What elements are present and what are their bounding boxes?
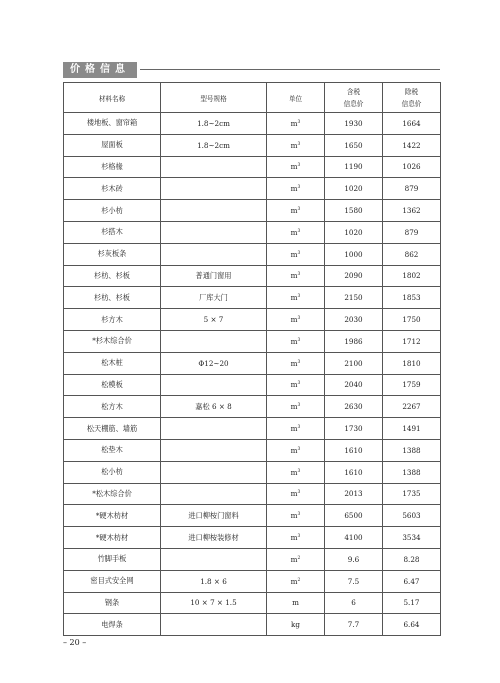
- cell-tax-included-price: 1650: [325, 134, 383, 156]
- cell-tax-included-price: 1610: [325, 461, 383, 483]
- table-row: [64, 287, 441, 309]
- table-row: [64, 200, 441, 222]
- page-number: – 20 –: [63, 638, 87, 647]
- cell-material-name: 杉搭木: [64, 221, 161, 243]
- cell-tax-included-price: 2630: [325, 396, 383, 418]
- table-row: [64, 134, 441, 156]
- cell-tax-excluded-price: 1026: [383, 156, 441, 178]
- cell-tax-included-price: 1730: [325, 418, 383, 440]
- cell-tax-excluded-price: 1422: [383, 134, 441, 156]
- cell-spec: [161, 439, 267, 461]
- header-tax-included: [325, 83, 383, 113]
- table-row: [64, 527, 441, 549]
- unit-exponent: 3: [297, 425, 301, 431]
- cell-tax-excluded-price: 3534: [383, 527, 441, 549]
- cell-spec: [161, 418, 267, 440]
- table-row: [64, 505, 441, 527]
- unit-text: m: [290, 489, 298, 499]
- cell-unit: [267, 330, 325, 352]
- unit-exponent: 3: [297, 294, 301, 300]
- unit-text: m: [290, 162, 298, 172]
- table-row: [64, 243, 441, 265]
- cell-tax-included-price: 1930: [325, 113, 383, 135]
- table-row: [64, 483, 441, 505]
- cell-material-name: 杉方木: [64, 309, 161, 331]
- cell-tax-included-price: 7.5: [325, 570, 383, 592]
- table-row: [64, 614, 441, 636]
- cell-spec: [161, 614, 267, 636]
- cell-spec: [161, 330, 267, 352]
- cell-material-name: *杉木综合价: [64, 330, 161, 352]
- cell-unit: [267, 614, 325, 636]
- cell-tax-included-price: 1986: [325, 330, 383, 352]
- cell-unit: [267, 418, 325, 440]
- header-tax-excluded: [383, 83, 441, 113]
- table-row: [64, 461, 441, 483]
- cell-material-name: 松天棚筋、墙筋: [64, 418, 161, 440]
- cell-spec: 1.8~2cm: [161, 134, 267, 156]
- unit-text: m: [290, 533, 298, 543]
- unit-exponent: 3: [297, 381, 301, 387]
- unit-exponent: 3: [297, 446, 301, 452]
- cell-tax-included-price: 2030: [325, 309, 383, 331]
- cell-tax-excluded-price: 1750: [383, 309, 441, 331]
- table-row: [64, 418, 441, 440]
- unit-text: kg: [291, 620, 300, 630]
- cell-unit: [267, 200, 325, 222]
- unit-text: m: [292, 598, 299, 608]
- cell-unit: [267, 178, 325, 200]
- cell-material-name: *硬木枋材: [64, 527, 161, 549]
- unit-text: m: [290, 184, 298, 194]
- cell-material-name: 屋面板: [64, 134, 161, 156]
- cell-material-name: *松木综合价: [64, 483, 161, 505]
- table-row: [64, 396, 441, 418]
- section-title: 价格信息: [63, 62, 137, 78]
- cell-tax-excluded-price: 862: [383, 243, 441, 265]
- unit-text: m: [290, 445, 298, 455]
- unit-text: m: [290, 315, 298, 325]
- cell-unit: [267, 134, 325, 156]
- cell-tax-included-price: 6: [325, 592, 383, 614]
- table-row: [64, 178, 441, 200]
- unit-text: m: [290, 249, 298, 259]
- cell-unit: [267, 527, 325, 549]
- cell-unit: [267, 461, 325, 483]
- unit-text: m: [290, 424, 298, 434]
- cell-material-name: 杉小枋: [64, 200, 161, 222]
- cell-tax-excluded-price: 8.28: [383, 548, 441, 570]
- price-table: [63, 82, 441, 636]
- unit-exponent: 3: [297, 512, 301, 518]
- cell-spec: 1.8 × 6: [161, 570, 267, 592]
- unit-exponent: 3: [297, 250, 301, 256]
- cell-material-name: 松模板: [64, 374, 161, 396]
- unit-text: m: [290, 227, 298, 237]
- unit-text: m: [290, 380, 298, 390]
- cell-spec: 1.8~2cm: [161, 113, 267, 135]
- cell-tax-included-price: 2150: [325, 287, 383, 309]
- table-row: [64, 570, 441, 592]
- cell-material-name: 杉格椽: [64, 156, 161, 178]
- cell-spec: 5 × 7: [161, 309, 267, 331]
- cell-spec: [161, 243, 267, 265]
- unit-exponent: 3: [297, 272, 301, 278]
- cell-tax-excluded-price: 5.17: [383, 592, 441, 614]
- unit-exponent: 3: [297, 468, 301, 474]
- cell-unit: [267, 309, 325, 331]
- unit-exponent: 3: [297, 403, 301, 409]
- cell-tax-included-price: 2013: [325, 483, 383, 505]
- cell-spec: [161, 156, 267, 178]
- cell-material-name: 楼地板、窗帘箱: [64, 113, 161, 135]
- table-row: [64, 548, 441, 570]
- cell-tax-excluded-price: 1388: [383, 461, 441, 483]
- cell-material-name: 杉灰板条: [64, 243, 161, 265]
- cell-spec: [161, 483, 267, 505]
- cell-spec: 10 × 7 × 1.5: [161, 592, 267, 614]
- unit-exponent: 3: [297, 490, 301, 496]
- cell-material-name: 松木桩: [64, 352, 161, 374]
- cell-tax-excluded-price: 1362: [383, 200, 441, 222]
- cell-unit: [267, 287, 325, 309]
- cell-tax-included-price: 1580: [325, 200, 383, 222]
- cell-tax-included-price: 6500: [325, 505, 383, 527]
- cell-spec: 嘉松 6 × 8: [161, 396, 267, 418]
- cell-unit: [267, 483, 325, 505]
- section-divider: [140, 69, 440, 70]
- cell-tax-excluded-price: 5603: [383, 505, 441, 527]
- cell-material-name: 杉枋、杉板: [64, 287, 161, 309]
- table-row: [64, 156, 441, 178]
- unit-exponent: 2: [297, 555, 301, 561]
- cell-tax-excluded-price: 1802: [383, 265, 441, 287]
- cell-material-name: 杉木砖: [64, 178, 161, 200]
- cell-spec: 普通门窗用: [161, 265, 267, 287]
- cell-tax-excluded-price: 1712: [383, 330, 441, 352]
- cell-spec: [161, 548, 267, 570]
- cell-material-name: *硬木枋材: [64, 505, 161, 527]
- unit-exponent: 3: [297, 207, 301, 213]
- unit-text: m: [290, 271, 298, 281]
- cell-tax-excluded-price: 1388: [383, 439, 441, 461]
- cell-material-name: 钢条: [64, 592, 161, 614]
- table-row: [64, 374, 441, 396]
- cell-tax-included-price: 1020: [325, 221, 383, 243]
- unit-text: m: [290, 511, 298, 521]
- cell-unit: [267, 396, 325, 418]
- unit-text: m: [290, 336, 298, 346]
- unit-text: m: [290, 554, 298, 564]
- cell-unit: [267, 113, 325, 135]
- cell-unit: [267, 265, 325, 287]
- cell-unit: [267, 221, 325, 243]
- cell-spec: [161, 221, 267, 243]
- unit-text: m: [290, 293, 298, 303]
- cell-spec: Φ12~20: [161, 352, 267, 374]
- cell-unit: [267, 570, 325, 592]
- cell-tax-excluded-price: 1853: [383, 287, 441, 309]
- cell-tax-excluded-price: 1759: [383, 374, 441, 396]
- cell-tax-excluded-price: 6.64: [383, 614, 441, 636]
- unit-text: m: [290, 402, 298, 412]
- table-header-row: [64, 83, 441, 113]
- cell-tax-excluded-price: 879: [383, 221, 441, 243]
- cell-spec: [161, 461, 267, 483]
- unit-text: m: [290, 140, 298, 150]
- table-row: [64, 113, 441, 135]
- cell-tax-excluded-price: 1810: [383, 352, 441, 374]
- cell-unit: [267, 439, 325, 461]
- header-unit: 单位: [267, 83, 325, 113]
- cell-tax-included-price: 2040: [325, 374, 383, 396]
- cell-tax-excluded-price: 1491: [383, 418, 441, 440]
- table-row: [64, 439, 441, 461]
- cell-material-name: 松方木: [64, 396, 161, 418]
- unit-text: m: [290, 467, 298, 477]
- header-tax-excluded-line2: 信息价: [401, 99, 422, 108]
- cell-unit: [267, 352, 325, 374]
- cell-spec: [161, 374, 267, 396]
- cell-material-name: 竹脚手板: [64, 548, 161, 570]
- cell-tax-included-price: 7.7: [325, 614, 383, 636]
- header-spec: 型号规格: [161, 83, 267, 113]
- unit-text: m: [290, 206, 298, 216]
- header-tax-included-line1: 含税: [346, 87, 361, 96]
- unit-text: m: [290, 358, 298, 368]
- cell-material-name: 杉枋、杉板: [64, 265, 161, 287]
- header-tax-included-line2: 信息价: [343, 99, 364, 108]
- cell-tax-included-price: 9.6: [325, 548, 383, 570]
- table-row: [64, 592, 441, 614]
- cell-spec: 进口柳桉装修材: [161, 527, 267, 549]
- unit-exponent: 2: [297, 577, 301, 583]
- cell-material-name: 电焊条: [64, 614, 161, 636]
- unit-text: m: [290, 118, 298, 128]
- unit-exponent: 3: [297, 534, 301, 540]
- table-row: [64, 352, 441, 374]
- unit-exponent: 3: [297, 316, 301, 322]
- unit-exponent: 3: [297, 359, 301, 365]
- cell-tax-included-price: 1020: [325, 178, 383, 200]
- cell-unit: [267, 374, 325, 396]
- cell-material-name: 松小枋: [64, 461, 161, 483]
- cell-tax-excluded-price: 2267: [383, 396, 441, 418]
- unit-exponent: 3: [297, 141, 301, 147]
- cell-spec: [161, 178, 267, 200]
- cell-tax-excluded-price: 6.47: [383, 570, 441, 592]
- cell-tax-excluded-price: 879: [383, 178, 441, 200]
- header-tax-excluded-line1: 除税: [404, 87, 419, 96]
- unit-exponent: 3: [297, 119, 301, 125]
- table-row: [64, 265, 441, 287]
- cell-tax-included-price: 1190: [325, 156, 383, 178]
- cell-tax-included-price: 1000: [325, 243, 383, 265]
- cell-unit: [267, 243, 325, 265]
- cell-unit: [267, 156, 325, 178]
- unit-text: m: [290, 576, 298, 586]
- cell-spec: 进口柳桉门窗料: [161, 505, 267, 527]
- unit-exponent: 3: [297, 163, 301, 169]
- header-material-name: 材料名称: [64, 83, 161, 113]
- table-row: [64, 309, 441, 331]
- cell-material-name: 松垫木: [64, 439, 161, 461]
- cell-spec: [161, 200, 267, 222]
- table-row: [64, 221, 441, 243]
- table-row: [64, 330, 441, 352]
- unit-exponent: 3: [297, 228, 301, 234]
- cell-unit: [267, 505, 325, 527]
- cell-tax-excluded-price: 1664: [383, 113, 441, 135]
- cell-tax-included-price: 2100: [325, 352, 383, 374]
- cell-unit: [267, 548, 325, 570]
- cell-tax-included-price: 1610: [325, 439, 383, 461]
- unit-exponent: 3: [297, 185, 301, 191]
- cell-spec: 厂库大门: [161, 287, 267, 309]
- cell-material-name: 密目式安全网: [64, 570, 161, 592]
- cell-unit: [267, 592, 325, 614]
- cell-tax-included-price: 4100: [325, 527, 383, 549]
- unit-exponent: 3: [297, 337, 301, 343]
- cell-tax-excluded-price: 1735: [383, 483, 441, 505]
- cell-tax-included-price: 2090: [325, 265, 383, 287]
